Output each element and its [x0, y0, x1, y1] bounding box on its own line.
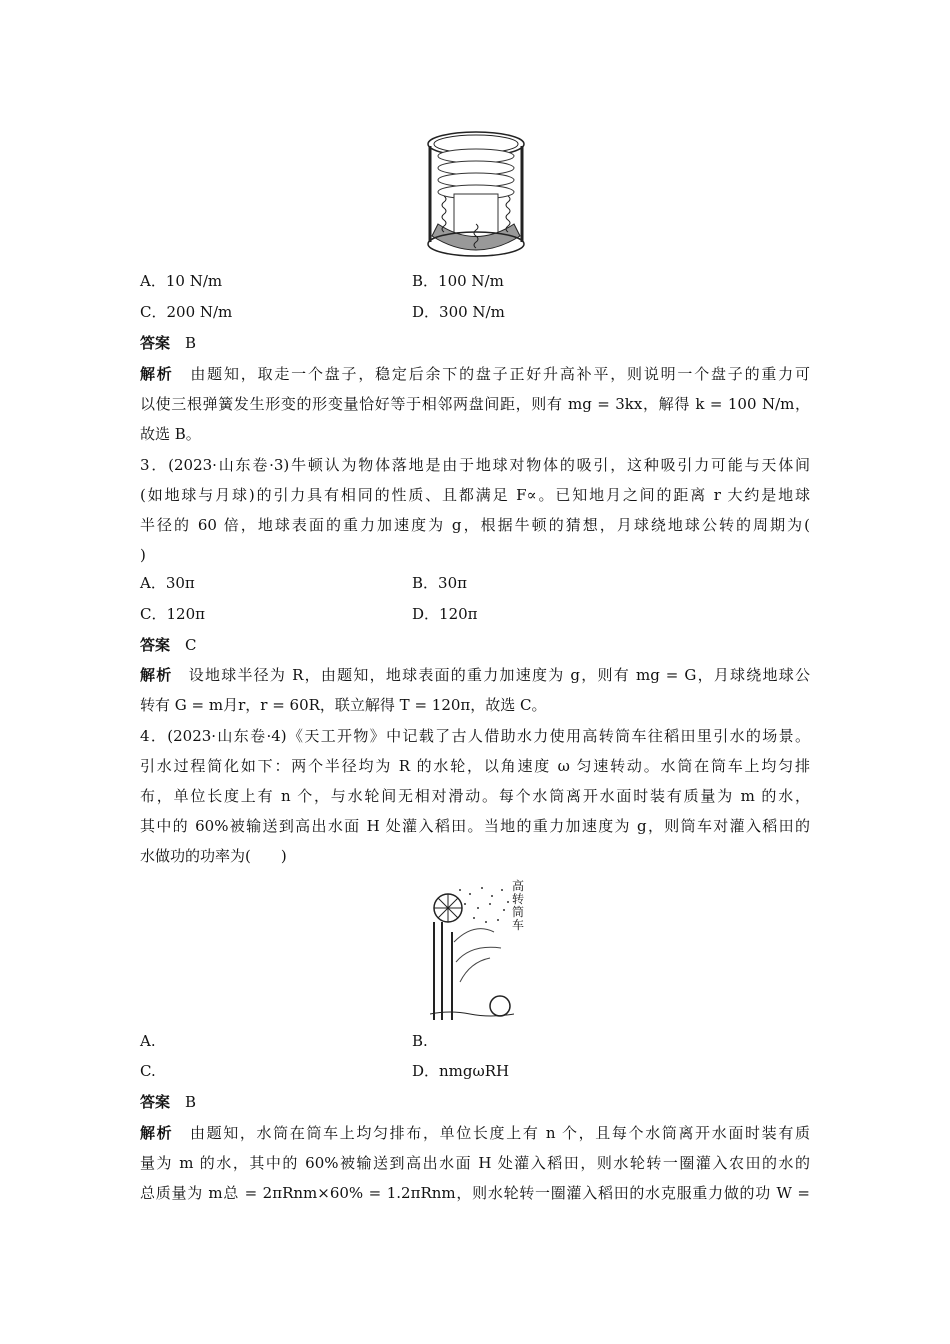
q3-stem-line: (如地球与月球)的引力具有相同的性质、且都满足 F∝。已知地月之间的距离 r 大约是地球	[140, 486, 810, 504]
q4-option-a: A.	[140, 1032, 156, 1050]
analysis-text: 设地球半径为 R，由题知，地球表面的重力加速度为 g，则有 mg = G，月球绕地球公	[188, 666, 810, 684]
q2-option-b: B．100 N/m	[412, 272, 504, 290]
q4-answer	[140, 1092, 196, 1112]
analysis-text: 由题知，水筒在筒车上均匀排布，单位长度上有 n 个，且每个水筒离开水面时装有质	[189, 1124, 810, 1142]
q4-option-d: D．nmgωRH	[412, 1062, 510, 1080]
q3-option-b: B．30π	[412, 574, 467, 592]
q3-option-a: A．30π	[140, 574, 195, 592]
q2-option-c: C．200 N/m	[140, 303, 233, 321]
q3-stem-line: 半径的 60 倍，地球表面的重力加速度为 g，根据牛顿的猜想，月球绕地球公转的周期为(	[140, 516, 810, 534]
q4-option-b: B.	[412, 1032, 428, 1050]
analysis-label: 解析	[140, 365, 174, 383]
q4-option-c: C.	[140, 1062, 156, 1080]
answer-value: B	[185, 334, 197, 352]
q4-analysis-line: 量为 m 的水，其中的 60%被输送到高出水面 H 处灌入稻田，则水轮转一圈灌入农田的水的	[140, 1154, 810, 1172]
q4-analysis-line	[140, 1123, 810, 1143]
q4-stem-line: 布，单位长度上有 n 个，与水轮间无相对滑动。每个水筒离开水面时装有质量为 m 的水，	[140, 787, 810, 805]
q4-stem-line: 引水过程简化如下：两个半径均为 R 的水轮，以角速度 ω 匀速转动。水筒在筒车上均匀排	[140, 757, 810, 775]
answer-label: 答案	[140, 1093, 171, 1111]
q2-analysis-line: 以使三根弹簧发生形变的形变量恰好等于相邻两盘间距，则有 mg = 3kx，解得 k = 100 N/m，	[140, 395, 810, 413]
water-wheel-illustration	[430, 882, 514, 1020]
q2-option-d: D．300 N/m	[412, 303, 505, 321]
answer-value: B	[185, 1093, 197, 1111]
analysis-label: 解析	[140, 1124, 174, 1142]
q4-stem-line: 4．(2023·山东卷·4)《天工开物》中记载了古人借助水力使用高转筒车往稻田里引水的场景。	[140, 727, 810, 745]
answer-label: 答案	[140, 636, 171, 654]
q2-answer	[140, 333, 196, 353]
q2-option-a: A．10 N/m	[140, 272, 223, 290]
q2-analysis-line: 故选 B。	[140, 425, 201, 443]
q4-stem-line: 其中的 60%被输送到高出水面 H 处灌入稻田。当地的重力加速度为 g，则筒车对灌入稻田的	[140, 817, 810, 835]
q4-stem-line: 水做功的功率为( )	[140, 847, 287, 865]
figure-caption: 高转筒车	[511, 879, 524, 932]
q3-analysis-line	[140, 665, 810, 685]
q3-option-d: D．120π	[412, 605, 478, 623]
q4-analysis-line: 总质量为 m总 = 2πRnm×60% = 1.2πRnm，则水轮转一圈灌入稻田的水克服重力做的功 W =	[140, 1184, 810, 1202]
q3-option-c: C．120π	[140, 605, 205, 623]
q2-analysis-line	[140, 364, 810, 384]
q3-stem-line: )	[140, 546, 146, 564]
q3-analysis-line: 转有 G = m月r，r = 60R，联立解得 T = 120π，故选 C。	[140, 696, 547, 714]
analysis-text: 由题知，取走一个盘子，稳定后余下的盘子正好升高补平，则说明一个盘子的重力可	[190, 365, 810, 383]
q3-answer	[140, 635, 197, 655]
answer-label: 答案	[140, 334, 171, 352]
analysis-label: 解析	[140, 666, 173, 684]
spring-plate-dispenser-figure	[424, 124, 528, 258]
answer-value: C	[185, 636, 197, 654]
q3-stem-line: 3．(2023·山东卷·3)牛顿认为物体落地是由于地球对物体的吸引，这种吸引力可能与天体间	[140, 456, 810, 474]
